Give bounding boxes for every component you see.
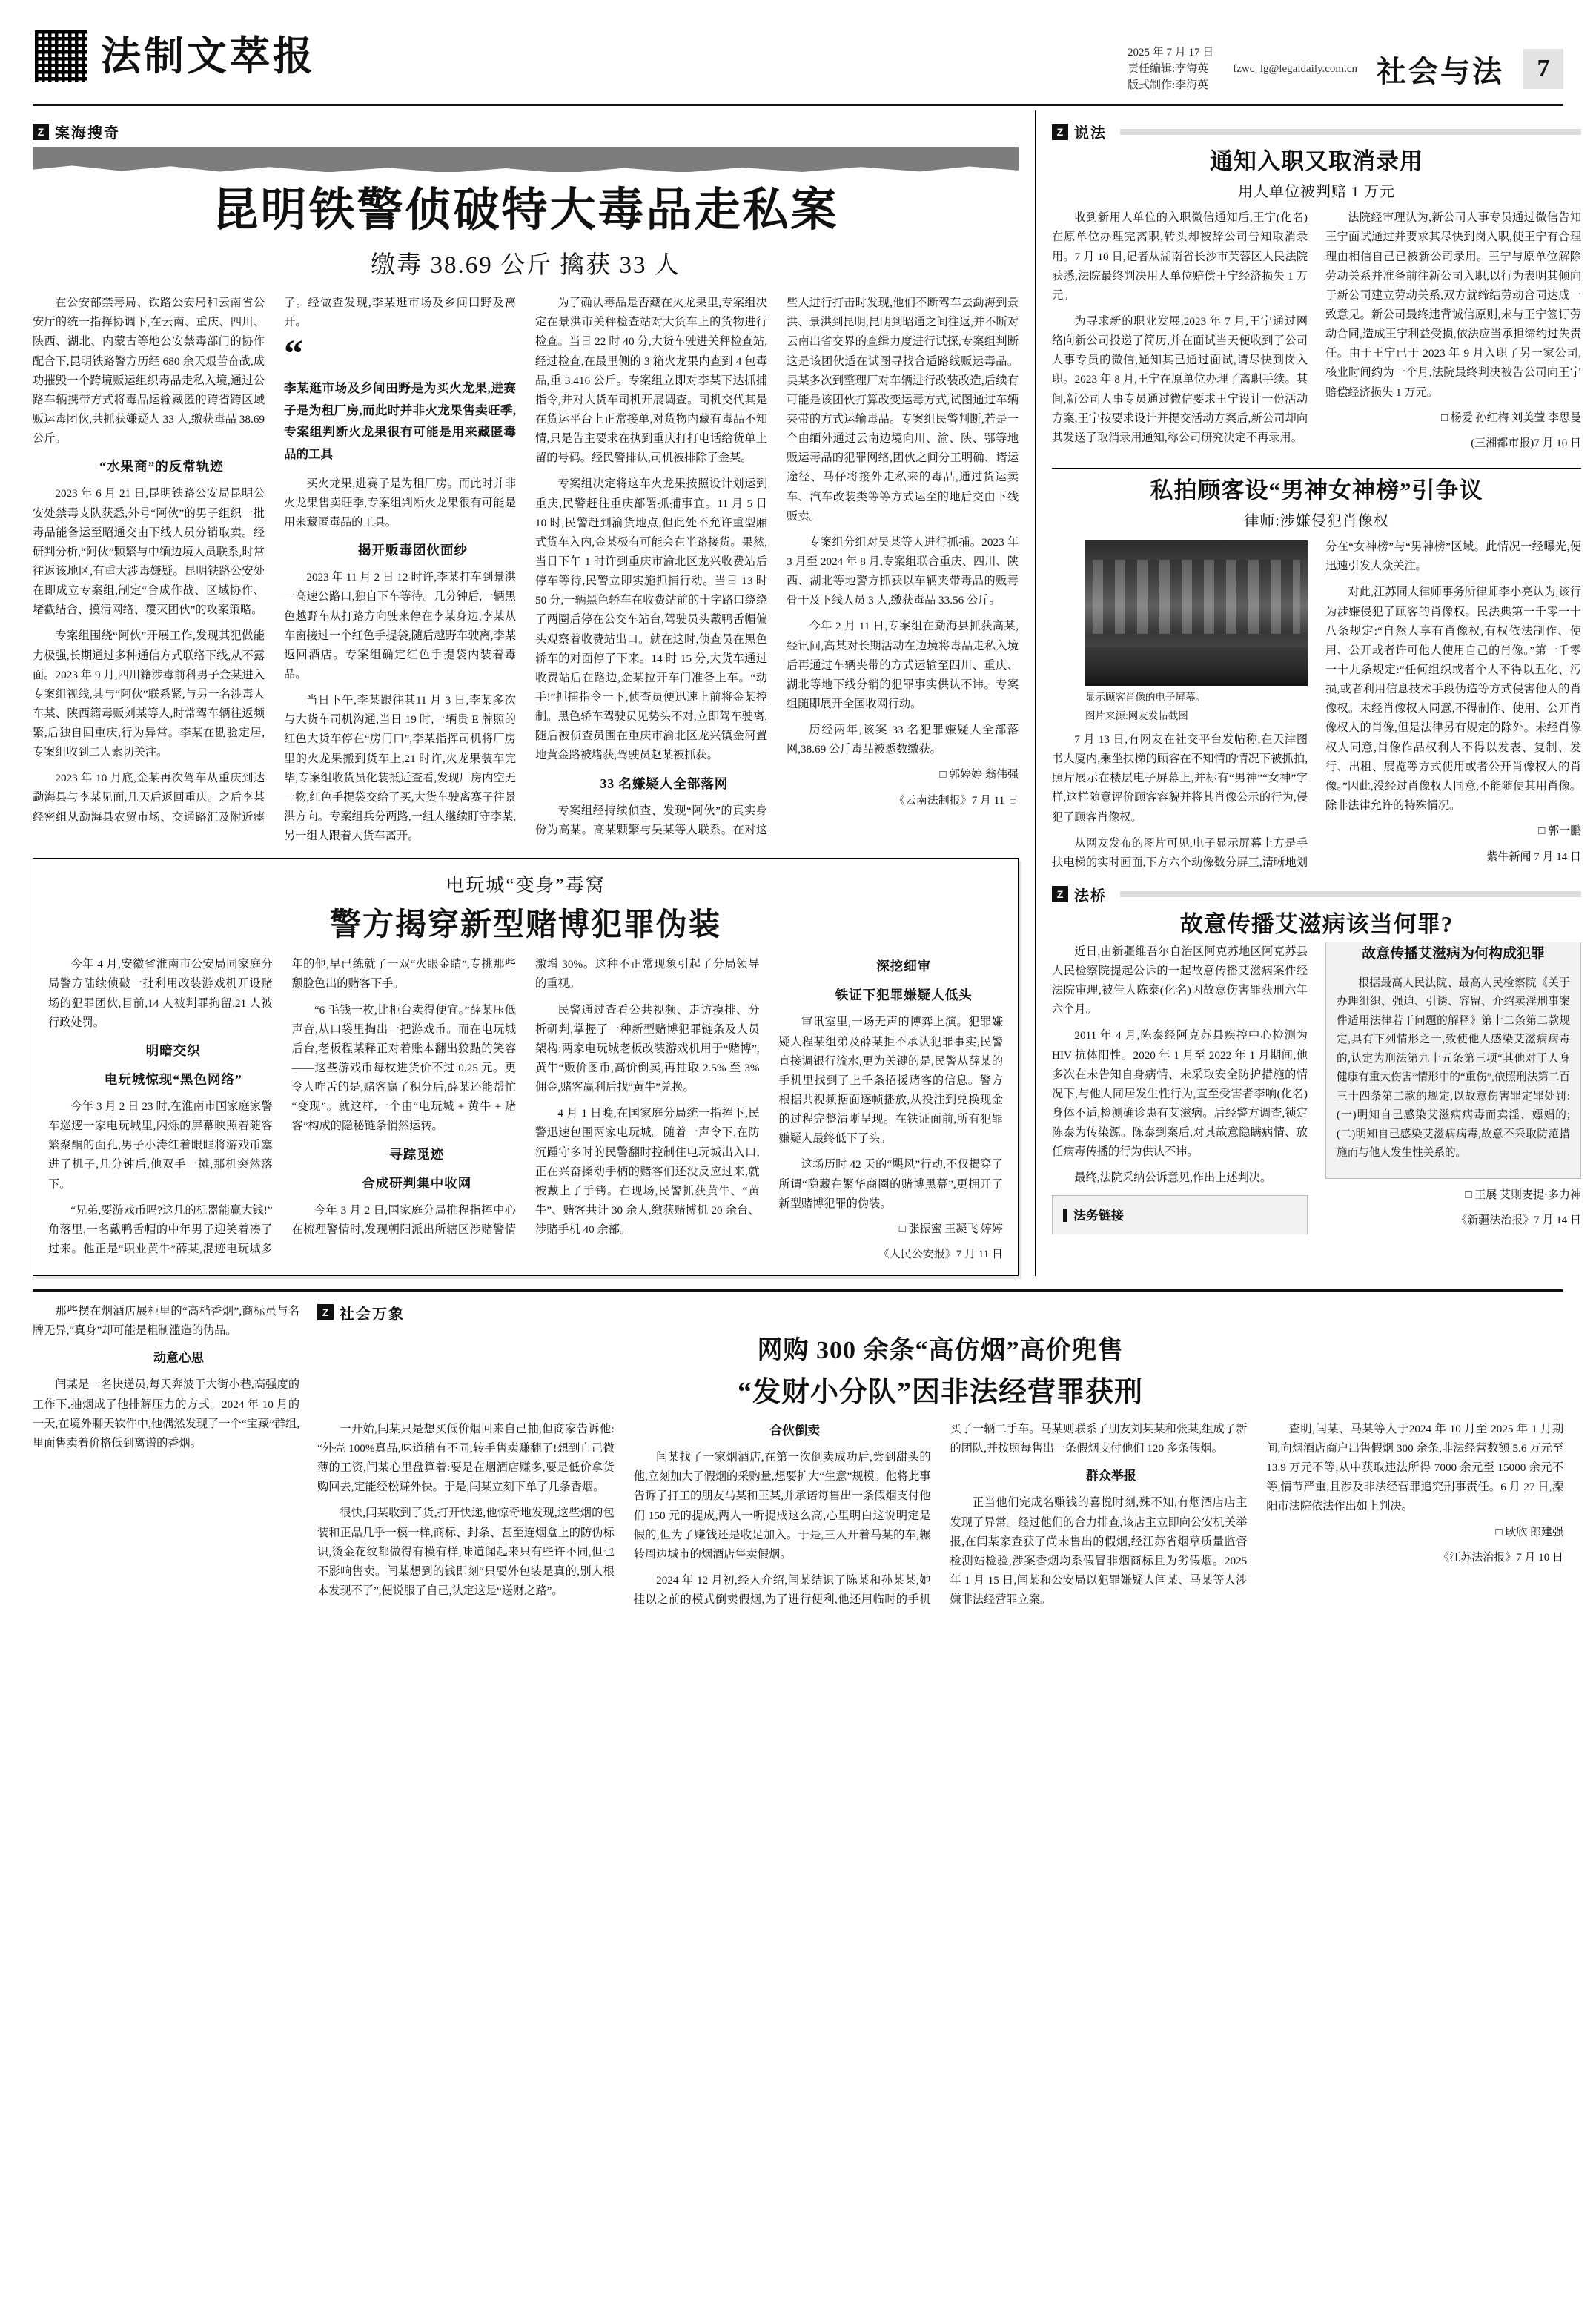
section-rule xyxy=(1120,891,1581,897)
paragraph: 当日下午,李某跟往其11 月 3 日,李某多次与大货车司机沟通,当日 19 时,一辆贵 E 牌照的红色大货车停在“房门口”,李某指挥司机将厂房里的火龙果搬到货车上,21 时许,火龙果装车完毕,专案组收货员化装抵近查看,发现厂房内空无一物,红色手提袋交给了买,大货车驶离赛子往景洪方向。专案组兵分两路,一组人继续盯守李某,另一组人跟着大货车离开。 xyxy=(284,694,516,843)
article-title: 私拍顾客设“男神女神榜”引争议 xyxy=(1150,477,1483,503)
section-label-text: 社会万象 xyxy=(340,1306,405,1323)
section-label-text: 法桥 xyxy=(1074,887,1107,905)
left-column xyxy=(33,110,1019,1276)
bottom-left-column xyxy=(33,1302,299,1610)
bottom-section xyxy=(33,1289,1563,1610)
right-column xyxy=(1035,110,1581,1276)
bottom-main-article xyxy=(317,1302,1563,1610)
paragraph: 审讯室里,一场无声的博弈上演。犯罪嫌疑人程某组弟及薛某拒不承认犯罪事实,民警直接调银行流水,更为关键的是,民警从薛某的手机里找到了上千条招援赌客的信息。警方根据共视频据面逐帧播放,从投注到兑换现金的过程完整清晰呈现。在铁证面前,所有犯罪嫌疑人最终低下了头。 xyxy=(778,1016,1003,1145)
sub-headline: 33 名嫌疑人全部落网 xyxy=(600,776,729,791)
sub-headline: 动意心思 xyxy=(153,1351,204,1366)
sub-headline: 合伙倒卖 xyxy=(769,1423,821,1438)
sub-headline: 寻踪觅迹 xyxy=(389,1146,445,1162)
paragraph: 专案组围绕“阿伙”开展工作,发现其犯做能力极强,长期通过多种通信方式联络下线,从不露面。2023 年 9 月,四川籍涉毒前科男子金某进入专案组视线,其与“阿伙”联系紧,与另一名涉毒人车某、陕西籍毒贩刘某等人,时常驾车辆往返频繁,后独自回重庆,行为异常。李某在勘验定居,专案组收到二人索切关注。 xyxy=(33,629,265,759)
paragraph: 闫某找了一家烟酒店,在第一次倒卖成功后,尝到甜头的他,立刻加大了假烟的采购量,想要扩大“生意”规模。他将此事告诉了打工的朋友马某和王某,并承诺每售出一条假烟支付他们 150 元的提成,两人一听提成这么高,心里明白这说明定是假的,但为了赚钱还是收足加入。于是,三人开着马某的车,辗转周边城市的烟酒店售卖假烟。 xyxy=(633,1451,931,1561)
paragraph: “6 毛钱一枚,比柜台卖得便宜。”薛某压低声音,从口袋里掏出一把游戏币。而在电玩城后台,老板程某释正对着账本翻出狡黠的笑容——这些游戏币每枚进货价不过 0.25 元。更令人咋舌的是,赌客赢了积分后,薛某还能帮忙“变现”。就这样,一个由“电玩城 + 黄牛 + 赌客”构成的隐秘链条悄然运转。 xyxy=(291,1003,516,1133)
article-body xyxy=(1052,208,1581,457)
sub-headline-b: 电玩城惊现“黑色网络” xyxy=(104,1071,242,1087)
photo-source: 图片来源:网友发帖截图 xyxy=(1085,710,1188,721)
publish-date: 2025 年 7 月 17 日 xyxy=(1127,47,1214,59)
law-link-label-text: 法务链接 xyxy=(1073,1208,1124,1223)
paragraph: 近日,由新疆维吾尔自治区阿克苏地区阿克苏县人民检察院提起公诉的一起故意传播艾滋病案件经法院审理,被告人陈泰(化名)因故意伤害罪获刑六年六个月。 xyxy=(1052,945,1308,1016)
photo-image xyxy=(1085,540,1308,686)
law-link-label xyxy=(1063,1205,1297,1226)
main-article-body xyxy=(33,294,1019,846)
layout-designer: 版式制作:李海英 xyxy=(1127,79,1209,91)
article-source: (三湘都市报)7 月 10 日 xyxy=(1471,437,1581,450)
article-body xyxy=(1052,942,1581,1234)
right-article-1 xyxy=(1052,147,1581,457)
section-mark-icon: Z xyxy=(33,124,49,140)
divider xyxy=(1052,468,1581,469)
paragraph: 2024 年 12 月初,经人介绍,闫某结识了陈某和孙某某,她挂以之前的模式倒卖假烟,为了进行便利,他还用临时的手机买了一辆二手车。马某则联系了朋友刘某某和张某,组成了新的团队,并按照每售出一条假烟支付他们 120 多条假烟。 xyxy=(633,1422,1248,1607)
sub-headline: 群众举报 xyxy=(1085,1469,1136,1484)
main-headline: 昆明铁警侦破特大毒品走私案 xyxy=(212,185,839,236)
pull-quote-text: 李某逛市场及乡间田野是为买火龙果,进赛子是为租厂房,而此时并非火龙果售卖旺季,专案组判断火龙果很有可能是用来藏匿毒品的工具 xyxy=(284,381,516,462)
paragraph: 民警通过查看公共视频、走访摸排、分析研判,掌握了一种新型赌博犯罪链条及人员架构:两家电玩城老板改装游戏机用于“赌博”,黄牛“贩价图币,高价倒卖,再抽取 2.5% 至 3%佣金,赌客赢利后找“黄牛”兑换。 xyxy=(535,1003,760,1094)
torn-paper-banner xyxy=(33,147,1019,172)
boxed-title: 警方揭穿新型赌博犯罪伪装 xyxy=(329,908,721,943)
boxed-article xyxy=(33,858,1019,1276)
sub-headline: “水果商”的反常轨迹 xyxy=(99,459,224,475)
right-article-3 xyxy=(1052,910,1581,1235)
paragraph: 法院经审理认为,新公司人事专员通过微信告知王宁面试通过并要求其尽快到岗入职,使王宁有合理理由相信自己已被新公司录用。王宁与原单位解除劳动关系并准备前往新公司入职,以行为表明其倾向于新公司建立劳动关系,双方就缔结劳动合同达成一致意见。新公司最终违背诚信原则,未与王宁签订劳动合同,造成王宁利益受损,依法应当承担缔约过失责任。由于王宁已于 2023 年 9 月入职了另一家公司,核业时间约为一个月,法院最终判决被告公司向王宁赔偿经济损失 1 万元。 xyxy=(1325,211,1581,399)
section-label-wanxiang xyxy=(317,1302,1563,1323)
paper-logo xyxy=(101,28,316,85)
qr-code-icon[interactable] xyxy=(33,28,89,85)
paragraph: 闫某是一名快递员,每天奔波于大街小巷,高强度的工作下,抽烟成了他排解压力的方式。2024 年 10 月的一天,在境外聊天软件中,他偶然发现了一个“宝藏”群组,里面售卖着价格低到离谱的香烟。 xyxy=(33,1378,299,1449)
paragraph: “兄弟,要游戏币吗?这几的机器能赢大钱!”角落里,一名戴鸭舌帽的中年男子迎笑着凑了过来。他正是“职业黄牛”薛某,混迹电玩城多年的他,早已练就了一双“火眼金睛”,专挑那些颓脸色出的赌客下手。 xyxy=(48,958,516,1255)
paragraph: 一开始,闫某只是想买低价烟回来自己抽,但商家告诉他:“外壳 100%真品,味道稍有不同,转手售卖赚翻了!想到自己微薄的工资,闫某心里盘算着:要是在烟酒店赚多,要是低价拿货购回去,定能经松赚外快。于是,闫某立刻下单了几条香烟。 xyxy=(317,1422,615,1494)
section-mark-icon: Z xyxy=(1052,886,1068,902)
paragraph: 对此,江苏同大律师事务所律师李小亮认为,该行为涉嫌侵犯了顾客的肖像权。民法典第一千零一十八条规定:“自然人享有肖像权,有权依法制作、使用、公开或者许可他人使用自己的肖像。”第一千零一十九条规定:“任何组织或者个人不得以丑化、污损,或者利用信息技术手段伪造等方式侵害他人的肖像权。未经肖像权人同意,不得制作、使用、公开肖像权人的肖像,但是法律另有规定的除外。未经肖像权人同意,肖像作品权利人不得以发表、复制、发行、出租、展览等方式使用或者公开肖像权人的肖像。”因此,没经过肖像权人同意,不能随便其用肖像。除非法律允许的特殊情况。 xyxy=(1325,586,1581,812)
paragraph: 根据最高人民法院、最高人民检察院《关于办理组织、强迫、引诱、容留、介绍卖淫刑事案件适用法律若干问题的解释》第十二条第二款规定,具有下列情形之一,致使他人感染艾滋病病毒的,认定为刑法第九十五条第三项“其他对于人身健康有重大伤害”情形中的“重伤”,依照刑法第二百三十四条第二款的规定,以故意伤害罪定罪处罚:(一)明知自己感染艾滋病病毒而卖淫、嫖娼的;(二)明知自己感染艾滋病病毒,故意不采取防范措施而与他人发生性关系的。 xyxy=(1337,976,1570,1160)
article-subtitle: 用人单位被判赔 1 万元 xyxy=(1238,184,1395,201)
paragraph: 查明,闫某、马某等人于2024 年 10 月至 2025 年 1 月期间,向烟酒店商户出售假烟 300 余条,非法经营数额 5.6 万元至 13.9 万元不等,从中获取违法所得 7000 余元至 15000 余元不等,情节严重,且涉及非法经营罪追究刑事责任。6 月 27 日,溧阳市法院依法作出如上判决。 xyxy=(1266,1422,1563,1513)
article-byline: □ 郭婷婷 翁伟强 xyxy=(939,769,1019,781)
masthead xyxy=(33,28,1563,106)
sub-headline: 深挖细审 xyxy=(876,959,932,974)
article-subtitle: 律师:涉嫌侵犯肖像权 xyxy=(1244,513,1389,530)
sub-headline: 明暗交织 xyxy=(145,1042,201,1058)
paragraph: 从网友发布的图片可见,电子显示屏幕上方是手扶电梯的实时画面,下方六个动像数分屏三,清晰地划分在“女神榜”与“男神榜”区域。此情况一经曝光,便迅速引发大众关注。 xyxy=(1052,540,1581,869)
paragraph: 买火龙果,进赛子是为租厂房。而此时并非火龙果售卖旺季,专案组判断火龙果很有可能是用来藏匿毒品的工具。 xyxy=(284,477,516,529)
section-name: 社会与法 xyxy=(1377,54,1504,88)
article-title: 通知入职又取消录用 xyxy=(1210,148,1423,174)
pull-quote xyxy=(284,333,516,465)
bottom-title-line2: “发财小分队”因非法经营罪获刑 xyxy=(737,1376,1143,1408)
paragraph: 今年 3 月 2 日 23 时,在淮南市国家庭家警车巡逻一家电玩城里,闪烁的屏幕映照着随客繁聚酮的面孔,男子小涛红着眼眶将游戏币塞进了机子,几分钟后,他双手一摊,那机突然落下。 xyxy=(48,1100,273,1191)
paragraph: 2023 年 11 月 2 日 12 时许,李某打车到景洪一高速公路口,独自下车等待。几分钟后,一辆黑色越野车从打路方向驶来停在李某身边,李某从车窗接过一个红色手提袋,随后越野车驶离,李某返回酒店。专案组确定红色手提袋内装着毒品。 xyxy=(284,571,516,681)
paragraph: 正当他们完成名赚钱的喜悦时刻,殊不知,有烟酒店店主发现了异常。经过他们的合力排查,该店主立即向公安机关举报,在闫某家查获了尚未售出的假烟,经江苏省烟草质量监督检测站检验,涉案香烟均系假冒非烟商标且为劣假烟。2025 年 1 月 15 日,闫某和公安局以犯罪嫌疑人闫某、马某等人涉嫌非法经营罪立案。 xyxy=(950,1496,1248,1607)
paragraph: 2023 年 10 月底,金某再次驾车从重庆到达勐海县与李某见面,几天后返回重庆。之后李某经密组从勐海县农贸市场、交通路汇及附近瘗子。经做查发现,李某逛市场及乡间田野及离开。 xyxy=(33,297,516,824)
page-number: 7 xyxy=(1523,49,1563,89)
contact-email: fzwc_lg@legaldaily.com.cn xyxy=(1233,62,1357,75)
paragraph: 历经两年,该案 33 名犯罪嫌疑人全部落网,38.69 公斤毒品被悉数缴获。 xyxy=(787,724,1019,756)
page-body xyxy=(33,110,1581,1276)
article-photo-block xyxy=(1085,540,1308,724)
section-mark-icon: Z xyxy=(1052,124,1068,140)
boxed-kicker: 电玩城“变身”毒窝 xyxy=(446,876,606,896)
paragraph: 今年 4 月,安徽省淮南市公安局同家庭分局警方陆续侦破一批利用改装游戏机开设赌场的犯罪团伙,目前,14 人被判罪拘留,21 人被行政处罚。 xyxy=(48,958,273,1029)
article-source: 《江苏法治报》7 月 10 日 xyxy=(1438,1552,1563,1564)
article-source: 《云南法制报》7 月 11 日 xyxy=(893,794,1019,807)
law-link-title: 故意传播艾滋病为何构成犯罪 xyxy=(1361,945,1545,962)
main-subheadline: 缴毒 38.69 公斤 擒获 33 人 xyxy=(371,252,681,280)
article-byline: □ 张振蜜 王凝飞 婷婷 xyxy=(898,1223,1003,1235)
paragraph: 这场历时 42 天的“飓风”行动,不仅揭穿了所谓“隐藏在繁华商圈的赌博黑幕”,更拥开了新型赌博犯罪的伪装。 xyxy=(778,1158,1003,1210)
paragraph: 专案组分组对吴某等人进行抓捕。2023 年 3 月至 2024 年 8 月,专案组联合重庆、四川、陕西、湖北等地警方抓获以车辆夹带毒品的贩毒骨干及下线人员 3 人,缴获毒品 33.56 公斤。 xyxy=(787,535,1019,607)
paragraph: 那些摆在烟酒店展柜里的“高档香烟”,商标虽与名牌无异,“真身”却可能是粗制滥造的伪品。 xyxy=(33,1304,299,1337)
article-byline: □ 王展 艾则麦提·多力神 xyxy=(1465,1188,1581,1201)
section-label-anhai xyxy=(33,121,1019,142)
paragraph: 2023 年 6 月 21 日,昆明铁路公安局昆明公安处禁毒支队获悉,外号“阿伙”的男子组织一批毒品能备运至昭通交由下线人员分销取卖。经研判分析,“阿伙”颗繁与中缅边境人员联系,时常往返该地区,有重大涉毒嫌疑。昆明铁路公安处在即成立专案组,制定“合成作战、区域协作、堵截结合、摸清网络、覆灭团伙”的攻案策略。 xyxy=(33,487,265,617)
paragraph: 今年 2 月 11 日,专案组在勐海县抓获高某,经讯问,高某对长期活动在边境将毒品走私入境后再通过车辆夹带的方式运输至四川、重庆、湖北等地下线分销的犯罪事实供认不讳。专案组随即展开全国收网行动。 xyxy=(787,620,1019,710)
section-label-text: 说法 xyxy=(1074,125,1107,142)
responsible-editor: 责任编辑:李海英 xyxy=(1127,63,1209,75)
paragraph: 2011 年 4 月,陈泰经阿克苏县疾控中心检测为 HIV 抗体阳性。2020 年 1 月至 2022 年 1 月期间,他多次在未告知自身病情、未采取安全防护措施的情况下,与他人同居发生性行为,直至受害者李响(化名)身体不适,检测确诊患有艾滋病。后经警方调查,锁定陈泰为传染源。陈泰到案后,对其故意隐瞒病情、放任病毒传播的行为供认不讳。 xyxy=(1052,1029,1308,1159)
sub-headline: 揭开贩毒团伙面纱 xyxy=(358,543,468,558)
section-rule xyxy=(1120,129,1581,135)
section-mark-icon: Z xyxy=(317,1304,334,1320)
quote-mark-icon: “ xyxy=(284,333,303,376)
masthead-date-editors xyxy=(1128,44,1213,93)
paragraph: 很快,闫某收到了货,打开快递,他惊奇地发现,这些烟的包装和正品几乎一模一样,商标、封条、甚至连烟盒上的防伪标识,烫金花纹都做得有模有样,味道闻起来只有些许不同,但也不影响售卖。闫某想到的钱即刻“只要外包装是真的,别人根本发现不了”,便说服了自己,认定这是“送财之路”。 xyxy=(317,1507,615,1597)
section-label-shuofa xyxy=(1052,121,1581,142)
right-article-2 xyxy=(1052,476,1581,873)
article-source: 《人民公安报》7 月 11 日 xyxy=(878,1249,1003,1261)
article-title: 故意传播艾滋病该当何罪? xyxy=(1179,910,1454,937)
paragraph: 收到新用人单位的入职微信通知后,王宁(化名)在原单位办理完离职,转头却被辞公司告知取消录用。7 月 10 日,记者从湖南省长沙市芙蓉区人民法院获悉,法院最终判决用人单位赔偿王宁经济损失 1 万元。 xyxy=(1052,211,1308,302)
bottom-title-line1: 网购 300 余条“高仿烟”高价兜售 xyxy=(757,1336,1124,1364)
sub-headline-b: 铁证下犯罪嫌疑人低头 xyxy=(835,988,973,1003)
paragraph: 今年 3 月 2 日,国家庭分局推程指挥中心在梳理警情时,发现朝阳派出所辖区涉赌警情激增 30%。这种不正常现象引起了分局领导的重视。 xyxy=(291,958,760,1236)
masthead-info xyxy=(1128,44,1563,93)
bottom-article-body xyxy=(317,1420,1563,1610)
section-label-faqiao xyxy=(1052,884,1581,905)
paper-title: 法制文萃报 xyxy=(101,34,316,79)
paragraph: 专案组经持续侦查、发现“阿伙”的真实身份为高某。高某颗繁与吴某等人联系。在对这些人进行打击时发现,他们不断驾车去勐海到景洪、景洪到昆明,昆明到昭通之间往返,并不断对云南出省交界的查缉力度进行试探,专案组判断这是该团伙适在试图寻找合适路线贩运毒品。吴某多次到整理厂对车辆进行改装改造,后续有可能是该团伙打算改变运毒方式,试图通过车辆夹带的方式运输毒品。专案组民警判断,若是一个由缅外通过云南边境向川、渝、陕、鄂等地贩运毒品的犯罪网络,团伙之间分工明确、诸运途径、马仔将接外走私来的毒品,通过货运卖车、汽车改装类等等方式运至的地后交由下线贩卖。 xyxy=(535,297,1019,836)
photo-caption: 显示顾客肖像的电子屏幕。 xyxy=(1085,692,1205,704)
bar-icon xyxy=(1063,1209,1067,1222)
paragraph: 最终,法院采纳公诉意见,作出上述判决。 xyxy=(1074,1171,1272,1185)
article-byline: □ 郭一鹏 xyxy=(1538,825,1581,838)
section-label-text: 案海搜奇 xyxy=(55,125,120,142)
article-byline: □ 杨爱 孙红梅 刘美萱 李思曼 xyxy=(1440,411,1581,424)
paragraph: 为寻求新的职业发展,2023 年 7 月,王宁通过网络向新公司投递了简历,并在面试当天便收到了公司人事专员的微信,通知其已通过面试,请尽快到岗入职。2023 年 8 月,王宁在原单位办理了离职手续。其间,新公司人事专员通过微信要求王宁设计一份活动方案,王宁按要求设计并提交活动方案后,新公司却向其发送了取消录用通知,称公司研究决定不再录用。 xyxy=(1052,315,1308,444)
article-byline: □ 耿欣 郎建强 xyxy=(1495,1526,1563,1538)
article-source: 紫牛新闻 7 月 14 日 xyxy=(1486,850,1581,863)
paragraph: 为了确认毒品是否藏在火龙果里,专案组决定在景洪市关秤检查站对大货车上的货物进行检查。当日 22 时 40 分,大货车驶进关秤检查站,经过检查,在最里侧的 3 箱火龙果内查到 4 包毒品,重 3.416 公斤。专案组立即对李某下达抓捕指令,并对大货车司机开展调查。司机交代其是在货运平台上正常接单,对货物内藏有毒品不知情,只是告主要求在执到重庆打打电话给货单上留的号码。经民警排认,司机被排除了金某。 xyxy=(535,297,767,465)
paragraph: 4 月 1 日晚,在国家庭分局统一指挥下,民警迅速包围两家电玩城。随着一声令下,在防沉踵守多时的民警翻时控制住电玩城出入口,正在兴奋搡动手柄的赌客们还没反应过来,就被戴上了手铐。在现场,民警抓获黄牛、“黄牛”、赌客共计 30 余人,缴获赌博机 20 余台、涉赌手机 40 余部。 xyxy=(535,1107,760,1237)
article-source: 《新疆法治报》7 月 14 日 xyxy=(1456,1214,1581,1227)
boxed-article-body xyxy=(48,955,1003,1265)
article-body xyxy=(1052,538,1581,873)
paragraph: 在公安部禁毒局、铁路公安局和云南省公安厅的统一指挥协调下,在云南、重庆、四川、陕西、湖北、内蒙古等地公安禁毒部门的协作配合下,昆明铁路警方历经 680 余天艰苦奋战,成功摧毁一个跨境贩运组织毒品走私入境,通过公路车辆携带方式将毒品运输藏匿的跨省跨区域贩运毒团伙,共抓获嫌疑人 33 人,缴获毒品 38.69 公斤。 xyxy=(33,297,265,446)
paragraph: 7 月 13 日,有网友在社交平台发帖称,在天津图书大厦内,乘坐扶梯的顾客在不知情的情况下被抓拍,照片展示在楼层电子屏幕上,并标有“男神”“女神”字样,这样随意评价顾客容貌并将其肖像公示的行为,侵犯了顾客肖像权。 xyxy=(1052,733,1308,824)
bottom-title-wrap xyxy=(317,1329,1563,1409)
sub-headline-b: 合成研判集中收网 xyxy=(362,1175,472,1191)
paragraph: 专案组决定将这车火龙果按照设计划运到重庆,民警赶往重庆部署抓捕事宜。11 月 5 日 10 时,民警赶到渝货地点,但此处不允许重型厢式货车入内,金某极有可能会在半路接货。果然,当日下午 1 时许到重庆市渝北区龙兴收费站后停车等待,民警立即实施抓捕行动。当日 13 时 50 分,一辆黑色轿车在收费站前的十字路口绕绕了两圈后停在公交车站台,驾驶员头戴鸭舌帽偏头观察着收费站出口。就在这时,侦查员在黑色轿车的对面停了下来。14 时 15 分,大货车通过收费站后在路边,金某拉开车门准备上车。“动手!”抓捕指令一下,侦查员便迅速上前将金某控制。黑色轿车驾驶员见势头不对,立即驾车驶离,随后被侦查员围在重庆市渝北区龙兴镇金河置地黄金路被堵获,驾驶员赵某被抓获。 xyxy=(535,477,767,762)
law-link-body xyxy=(1337,974,1570,1163)
